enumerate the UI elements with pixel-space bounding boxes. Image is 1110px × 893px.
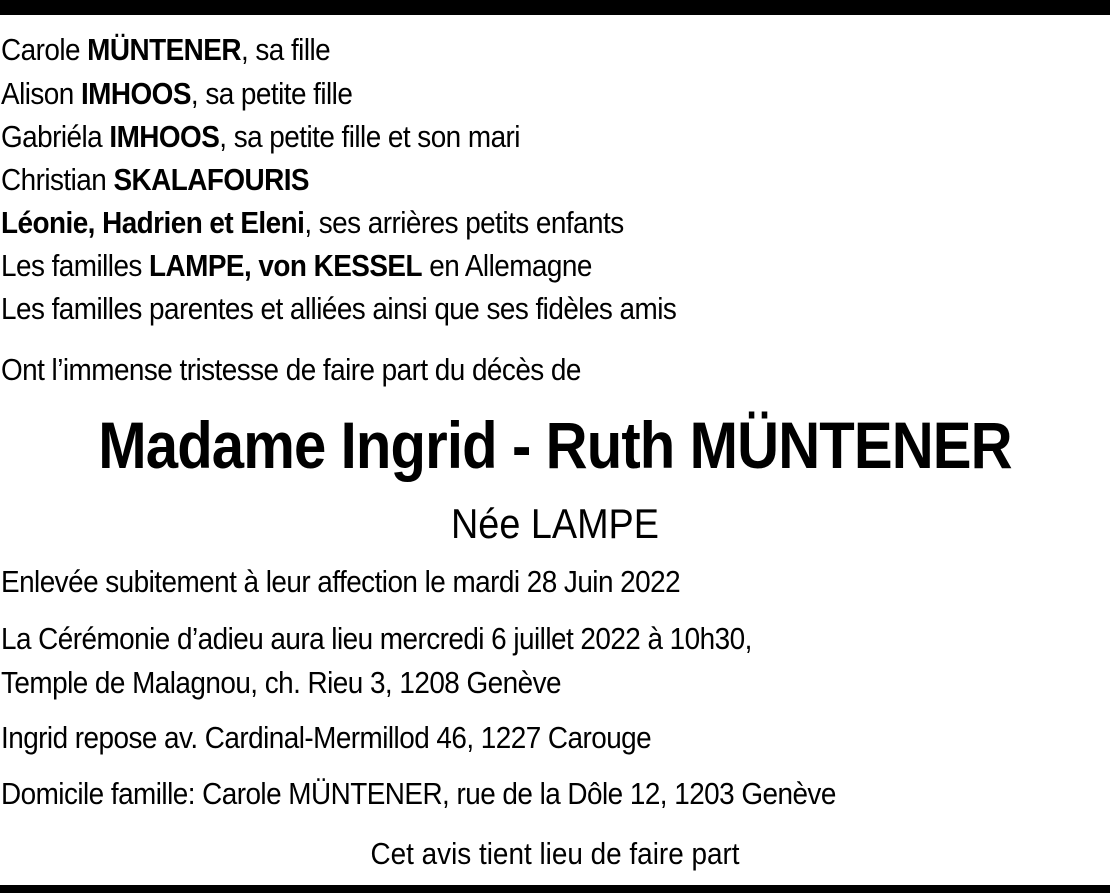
ceremony-line-1: La Cérémonie d’adieu aura lieu mercredi 6 juillet 2022 à 10h30,	[1, 621, 752, 656]
surname: Léonie, Hadrien et Eleni	[1, 205, 305, 240]
closing-line: Cet avis tient lieu de faire part	[370, 836, 740, 871]
bottom-border	[0, 885, 1110, 893]
surname: IMHOOS	[109, 119, 220, 154]
deceased-name: Madame Ingrid - Ruth MÜNTENER	[98, 408, 1012, 482]
surname: IMHOOS	[80, 76, 191, 111]
first-name: Christian	[1, 162, 114, 197]
surname: LAMPE, von KESSEL	[149, 248, 423, 283]
family-line-2	[1, 75, 352, 113]
announcement-line: Ont l’immense tristesse de faire part du décès de	[1, 352, 581, 387]
family-line-5	[1, 204, 624, 242]
relation: , sa petite fille	[190, 76, 353, 111]
first-name: Les familles	[1, 248, 150, 283]
first-name: Alison	[1, 76, 81, 111]
family-line-6	[1, 247, 592, 285]
family-line-1	[1, 31, 330, 69]
family-line-3	[1, 118, 520, 156]
death-line: Enlevée subitement à leur affection le mardi 28 Juin 2022	[1, 564, 681, 599]
first-name: Carole	[1, 32, 88, 67]
relation: , sa petite fille et son mari	[219, 119, 520, 154]
allies-line: Les familles parentes et alliées ainsi que ses fidèles amis	[1, 291, 677, 326]
family-line-4	[1, 161, 309, 199]
relation: en Allemagne	[422, 248, 592, 283]
surname: MÜNTENER	[87, 32, 241, 67]
repose-line: Ingrid repose av. Cardinal-Mermillod 46, 1227 Carouge	[1, 720, 652, 755]
top-border	[0, 0, 1110, 15]
first-name: Gabriéla	[1, 119, 110, 154]
surname: SKALAFOURIS	[113, 162, 310, 197]
ceremony-line-2: Temple de Malagnou, ch. Rieu 3, 1208 Genève	[1, 665, 561, 700]
relation: , ses arrières petits enfants	[304, 205, 624, 240]
domicile-line: Domicile famille: Carole MÜNTENER, rue de la Dôle 12, 1203 Genève	[1, 776, 836, 811]
maiden-name: Née LAMPE	[450, 500, 659, 547]
relation: , sa fille	[240, 32, 331, 67]
